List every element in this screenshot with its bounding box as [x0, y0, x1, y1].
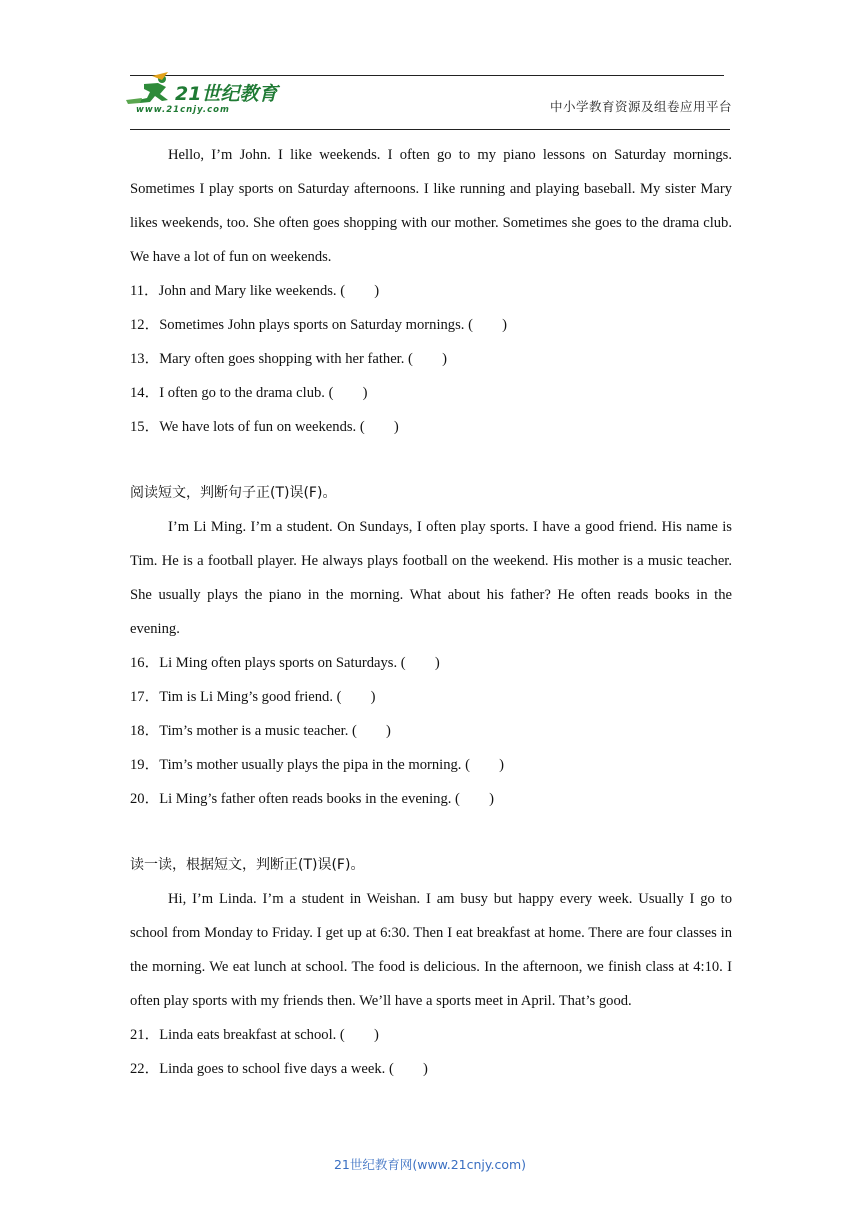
passage-2: I’m Li Ming. I’m a student. On Sundays, I often play sports. I have a good friend. His name is Tim. He is a football player. He always plays football on the weekend. His mother is a music teacher. She usually plays the piano in the morning. What about his father? He often reads books in the evening.: [130, 519, 732, 637]
worksheet-content: [130, 138, 732, 1086]
svg-text:www.21cnjy.com: www.21cnjy.com: [136, 105, 230, 115]
passage-1: Hello, I’m John. I like weekends. I often go to my piano lessons on Saturday mornings. Sometimes I play sports on Saturday afternoons. I like running and playing baseball. My sister Mary likes weekends, too. She often goes shopping with our mother. Sometimes she goes to the drama club. We have a lot of fun on weekends.: [130, 147, 732, 265]
footer-source: 21世纪教育网(www.21cnjy.com): [333, 1157, 527, 1172]
question-16: 16．Li Ming often plays sports on Saturdays. ( ): [130, 655, 440, 671]
site-logo: [122, 70, 292, 116]
question-11: 11．John and Mary like weekends. ( ): [130, 283, 380, 299]
question-19: 19．Tim’s mother usually plays the pipa in the morning. ( ): [130, 757, 505, 773]
passage-3: Hi, I’m Linda. I’m a student in Weishan. I am busy but happy every week. Usually I go to school from Monday to Friday. I get up at 6:30. Then I eat breakfast at home. There are four classes in the morning. We eat lunch at school. The food is delicious. In the afternoon, we finish class at 4:10. I often play sports with my friends then. We’ll have a sports meet in April. That’s good.: [130, 891, 732, 1009]
header-rule-bottom: [130, 129, 730, 130]
platform-name: 中小学教育资源及组卷应用平台: [549, 99, 732, 114]
section-3-instruction: 读一读，根据短文，判断正(T)误(F)。: [130, 857, 365, 873]
question-18: 18．Tim’s mother is a music teacher. ( ): [130, 723, 391, 739]
question-14: 14．I often go to the drama club. ( ): [130, 385, 368, 401]
question-22: 22．Linda goes to school five days a week. ( ): [130, 1061, 428, 1077]
question-13: 13．Mary often goes shopping with her father. ( ): [130, 351, 447, 367]
question-15: 15．We have lots of fun on weekends. ( ): [130, 419, 399, 435]
svg-text:21世纪教育: 21世纪教育: [175, 83, 278, 105]
question-20: 20．Li Ming’s father often reads books in the evening. ( ): [130, 791, 494, 807]
question-17: 17．Tim is Li Ming’s good friend. ( ): [130, 689, 376, 705]
section-2-instruction: 阅读短文，判断句子正(T)误(F)。: [130, 485, 337, 501]
question-12: 12．Sometimes John plays sports on Saturday mornings. ( ): [130, 317, 507, 333]
question-21: 21．Linda eats breakfast at school. ( ): [130, 1027, 379, 1043]
